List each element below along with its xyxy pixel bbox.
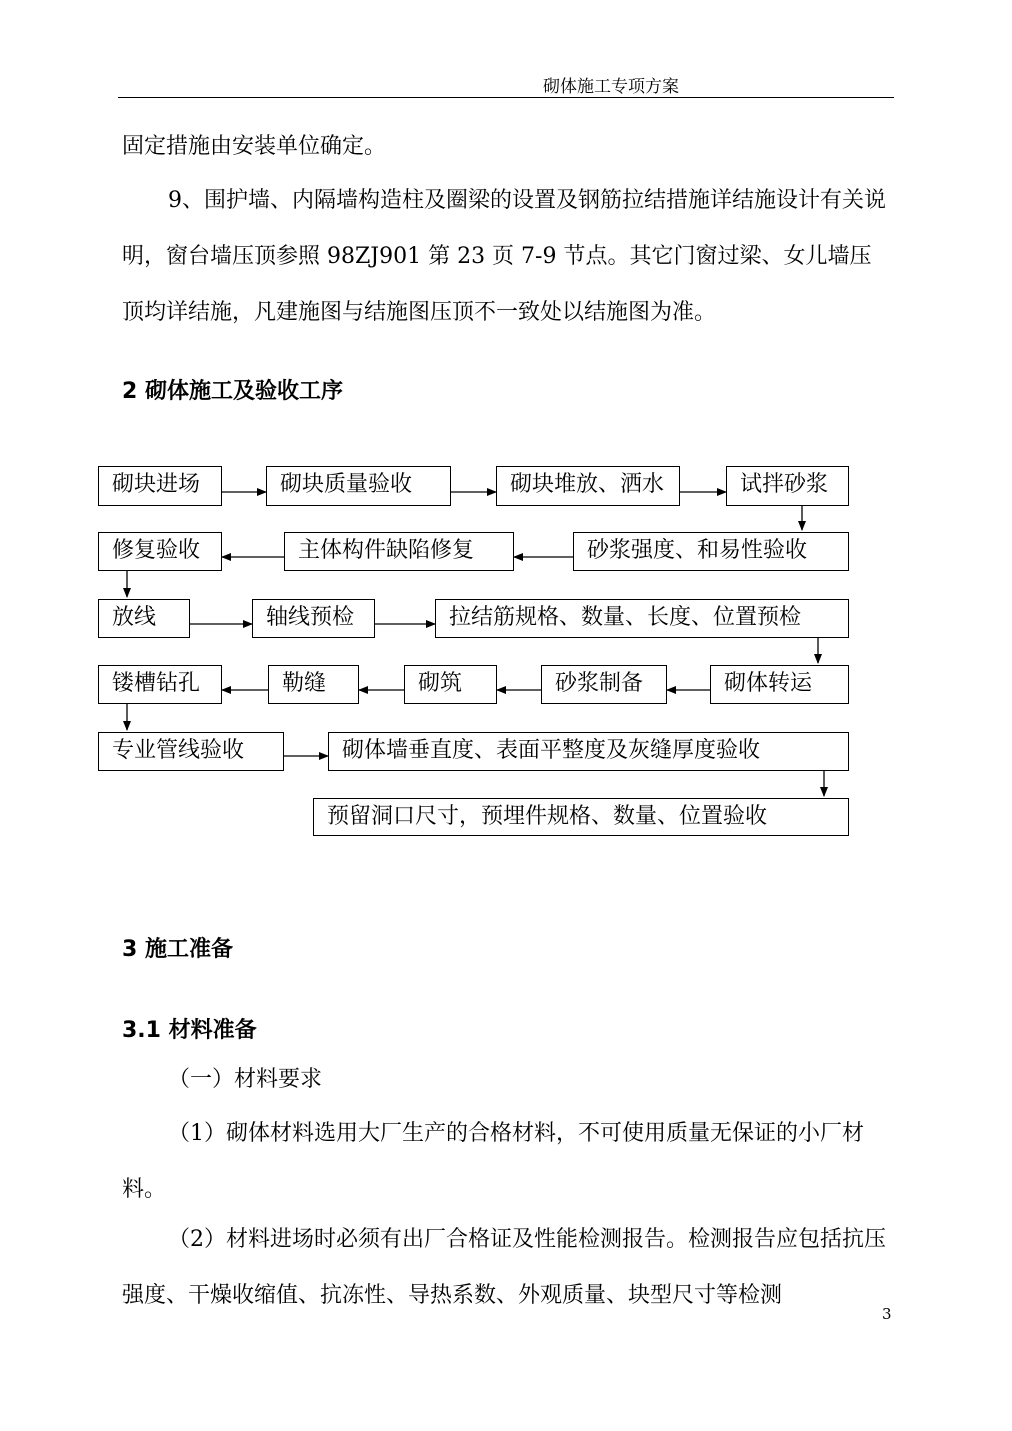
flow-step-repair-acceptance: 修复验收 — [98, 532, 222, 571]
section-2-number: 2 — [122, 379, 138, 404]
flow-step-mortar-preparation: 砂浆制备 — [541, 665, 667, 704]
section-3-1-heading — [122, 1013, 257, 1044]
flow-step-pipeline-acceptance: 专业管线验收 — [98, 732, 284, 771]
flow-step-block-quality-check: 砌块质量验收 — [266, 466, 451, 506]
page-number: 3 — [882, 1305, 892, 1323]
material-item-2: （2）材料进场时必须有出厂合格证及性能检测报告。检测报告应包括抗压强度、干燥收缩值、抗冻性、导热系数、外观质量、块型尺寸等检测 — [122, 1227, 886, 1308]
section-3-number: 3 — [122, 937, 138, 962]
flow-step-grooving-drilling: 镂槽钻孔 — [98, 665, 222, 704]
flow-step-axis-precheck: 轴线预检 — [252, 599, 375, 638]
flow-step-setting-out: 放线 — [98, 599, 190, 638]
flow-step-laying: 砌筑 — [404, 665, 497, 704]
paragraph-fixing-measures: 固定措施由安装单位确定。 — [122, 134, 387, 159]
flow-step-joint-pointing: 勒缝 — [268, 665, 359, 704]
section-3-1-number: 3.1 — [122, 1018, 161, 1043]
flow-step-masonry-transport: 砌体转运 — [710, 665, 849, 704]
section-3-1-title: 材料准备 — [168, 1017, 257, 1043]
flow-step-openings-embedded-acceptance: 预留洞口尺寸，预埋件规格、数量、位置验收 — [313, 798, 849, 836]
material-item-1: （1）砌体材料选用大厂生产的合格材料，不可使用质量无保证的小厂材料。 — [122, 1121, 864, 1202]
section-3-title: 施工准备 — [144, 936, 233, 962]
section-2-title: 砌体施工及验收工序 — [144, 378, 343, 404]
flow-step-mortar-strength-check: 砂浆强度、和易性验收 — [573, 532, 849, 571]
paragraph-item-9: 9、围护墙、内隔墙构造柱及圈梁的设置及钢筋拉结措施详结施设计有关说明，窗台墙压顶参照 98ZJ901 第 23 页 7-9 节点。其它门窗过梁、女儿墙压顶均详结施，凡建施图与结施图压顶不一致处以结施图为准。 — [122, 188, 886, 325]
flow-step-wall-flatness-acceptance: 砌体墙垂直度、表面平整度及灰缝厚度验收 — [328, 732, 849, 771]
section-3-heading — [122, 932, 233, 963]
page-header-title: 砌体施工专项方案 — [543, 77, 679, 97]
flow-step-tie-bar-precheck: 拉结筋规格、数量、长度、位置预检 — [435, 599, 849, 638]
flow-step-trial-mortar: 试拌砂浆 — [726, 466, 849, 506]
material-requirements-subheading: （一）材料要求 — [168, 1067, 323, 1092]
flow-step-block-arrival: 砌块进场 — [98, 466, 222, 506]
flow-step-defect-repair: 主体构件缺陷修复 — [284, 532, 514, 571]
flow-step-block-stacking: 砌块堆放、洒水 — [496, 466, 680, 506]
